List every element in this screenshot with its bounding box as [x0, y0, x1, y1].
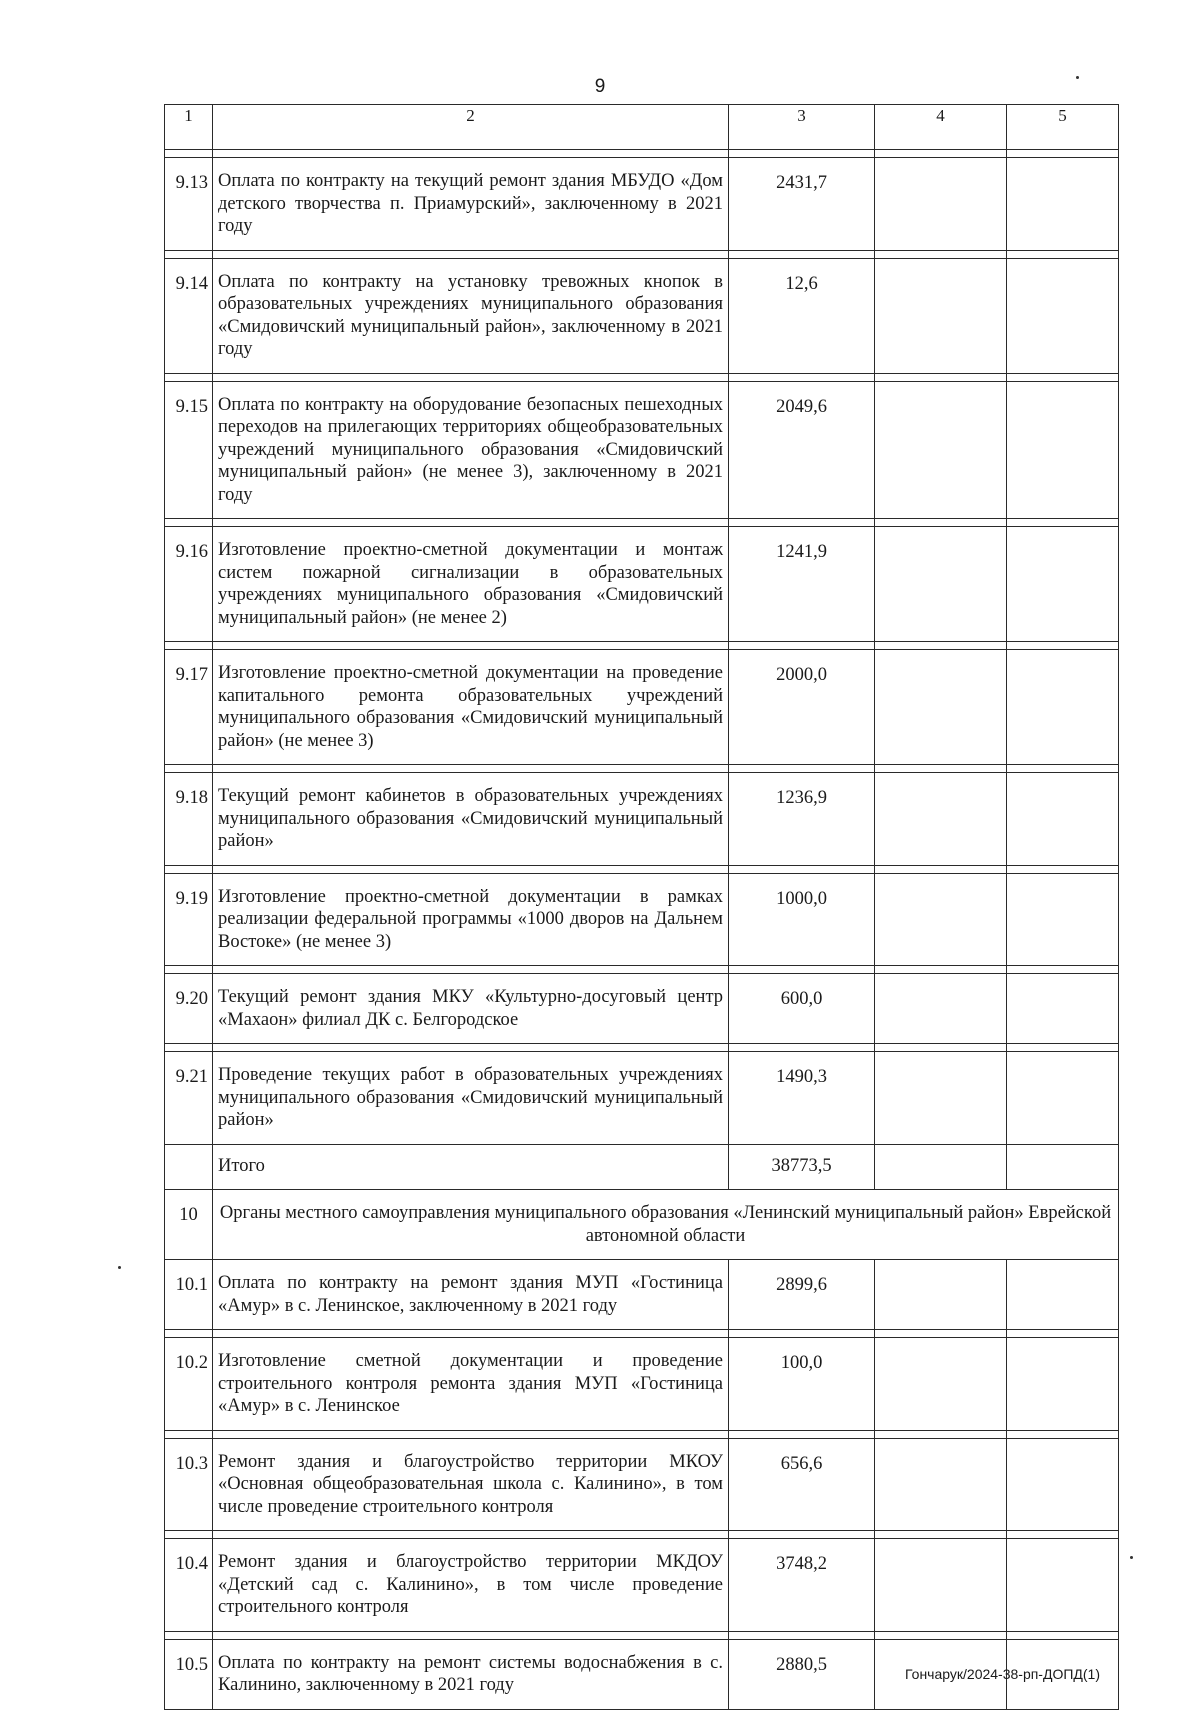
empty-cell — [1007, 1438, 1119, 1531]
column-header: 2 — [213, 105, 729, 150]
empty-cell — [875, 1260, 1007, 1330]
column-header: 4 — [875, 105, 1007, 150]
column-header: 3 — [729, 105, 875, 150]
row-description: Изготовление проектно-сметной документации на проведение капитального ремонта образовательных учреждений муниципального образования «Смидовичский муниципальный район» (не менее 3) — [213, 650, 729, 765]
row-number: 9.21 — [165, 1052, 213, 1145]
row-spacer — [165, 1044, 1119, 1052]
total-amount: 38773,5 — [729, 1144, 875, 1190]
empty-cell — [1007, 527, 1119, 642]
table-row — [165, 773, 1119, 866]
empty-cell — [1007, 873, 1119, 966]
empty-cell — [875, 1338, 1007, 1431]
table-row — [165, 1438, 1119, 1531]
row-description: Изготовление проектно-сметной документации в рамках реализации федеральной программы «1000 дворов на Дальнем Востоке» (не менее 3) — [213, 873, 729, 966]
row-number: 9.15 — [165, 381, 213, 519]
table-row — [165, 1260, 1119, 1330]
empty-cell — [1007, 1052, 1119, 1145]
empty-cell — [1007, 381, 1119, 519]
empty-cell — [875, 158, 1007, 251]
row-spacer — [165, 373, 1119, 381]
empty-cell — [875, 650, 1007, 765]
row-amount: 3748,2 — [729, 1539, 875, 1632]
empty-cell — [875, 1052, 1007, 1145]
row-number: 10.2 — [165, 1338, 213, 1431]
row-amount: 12,6 — [729, 258, 875, 373]
row-amount: 2000,0 — [729, 650, 875, 765]
empty-cell — [1007, 974, 1119, 1044]
row-amount: 1241,9 — [729, 527, 875, 642]
row-number: 10.5 — [165, 1639, 213, 1709]
empty-cell — [1007, 1338, 1119, 1431]
row-amount: 656,6 — [729, 1438, 875, 1531]
row-number: 10.3 — [165, 1438, 213, 1531]
page-number: 9 — [594, 76, 606, 97]
empty-cell — [1007, 650, 1119, 765]
total-row — [165, 1144, 1119, 1190]
section-number: 10 — [165, 1190, 213, 1260]
document-code: Гончарук/2024-38-рп-ДОПД(1) — [905, 1666, 1100, 1682]
column-header: 5 — [1007, 105, 1119, 150]
row-description: Оплата по контракту на установку тревожных кнопок в образовательных учреждениях муниципального образования «Смидовичский муниципальный район», заключенному в 2021 году — [213, 258, 729, 373]
row-description: Оплата по контракту на ремонт здания МУП «Гостиница «Амур» в с. Ленинское, заключенному в 2021 году — [213, 1260, 729, 1330]
table-row — [165, 873, 1119, 966]
empty-cell — [1007, 258, 1119, 373]
row-description: Оплата по контракту на текущий ремонт здания МБУДО «Дом детского творчества п. Приамурский», заключенному в 2021 году — [213, 158, 729, 251]
table-row — [165, 381, 1119, 519]
budget-table — [164, 104, 1119, 1710]
row-description: Текущий ремонт кабинетов в образовательных учреждениях муниципального образования «Смидовичский муниципальный район» — [213, 773, 729, 866]
empty-cell — [1007, 158, 1119, 251]
scan-speck — [1130, 1556, 1133, 1559]
row-amount: 2880,5 — [729, 1639, 875, 1709]
row-amount: 1000,0 — [729, 873, 875, 966]
row-description: Изготовление сметной документации и проведение строительного контроля ремонта здания МУП «Гостиница «Амур» в с. Ленинское — [213, 1338, 729, 1431]
row-spacer — [165, 250, 1119, 258]
row-spacer — [165, 642, 1119, 650]
table-row — [165, 258, 1119, 373]
table-row — [165, 1539, 1119, 1632]
header-spacer — [165, 150, 1119, 158]
row-amount: 1490,3 — [729, 1052, 875, 1145]
row-description: Проведение текущих работ в образовательных учреждениях муниципального образования «Смидовичский муниципальный район» — [213, 1052, 729, 1145]
empty-cell — [1007, 1144, 1119, 1190]
empty-cell — [875, 527, 1007, 642]
table-row — [165, 527, 1119, 642]
empty-cell — [875, 381, 1007, 519]
empty-cell — [875, 1438, 1007, 1531]
table-row — [165, 974, 1119, 1044]
empty-cell — [875, 974, 1007, 1044]
empty-cell — [875, 773, 1007, 866]
section-row — [165, 1190, 1119, 1260]
row-description: Оплата по контракту на оборудование безопасных пешеходных переходов на прилегающих территориях общеобразовательных учреждений муниципального образования «Смидовичский муниципальный район» (не менее 3), заключенному в 2021 году — [213, 381, 729, 519]
scan-speck — [1076, 76, 1079, 79]
table-row — [165, 650, 1119, 765]
row-number: 9.19 — [165, 873, 213, 966]
row-amount: 1236,9 — [729, 773, 875, 866]
empty-cell — [165, 1144, 213, 1190]
row-number: 9.20 — [165, 974, 213, 1044]
table-header-row — [165, 105, 1119, 150]
row-description: Ремонт здания и благоустройство территории МКДОУ «Детский сад с. Калинино», в том числе проведение строительного контроля — [213, 1539, 729, 1632]
row-description: Изготовление проектно-сметной документации и монтаж систем пожарной сигнализации в образовательных учреждениях муниципального образования «Смидовичский муниципальный район» (не менее 2) — [213, 527, 729, 642]
row-spacer — [165, 865, 1119, 873]
row-spacer — [165, 966, 1119, 974]
row-spacer — [165, 1531, 1119, 1539]
row-spacer — [165, 1631, 1119, 1639]
section-title: Органы местного самоуправления муниципального образования «Ленинский муниципальный район» Еврейской автономной области — [213, 1190, 1119, 1260]
row-amount: 100,0 — [729, 1338, 875, 1431]
row-number: 9.13 — [165, 158, 213, 251]
row-number: 10.4 — [165, 1539, 213, 1632]
row-description: Ремонт здания и благоустройство территории МКОУ «Основная общеобразовательная школа с. Калинино», в том числе проведение строительного контроля — [213, 1438, 729, 1531]
row-amount: 600,0 — [729, 974, 875, 1044]
row-number: 9.16 — [165, 527, 213, 642]
row-number: 9.17 — [165, 650, 213, 765]
empty-cell — [1007, 1260, 1119, 1330]
row-description: Текущий ремонт здания МКУ «Культурно-досуговый центр «Махаон» филиал ДК с. Белгородское — [213, 974, 729, 1044]
empty-cell — [1007, 1539, 1119, 1632]
row-spacer — [165, 1330, 1119, 1338]
table-row — [165, 1052, 1119, 1145]
row-amount: 2049,6 — [729, 381, 875, 519]
empty-cell — [875, 1144, 1007, 1190]
row-number: 9.14 — [165, 258, 213, 373]
row-number: 9.18 — [165, 773, 213, 866]
table-row — [165, 158, 1119, 251]
row-amount: 2431,7 — [729, 158, 875, 251]
empty-cell — [1007, 773, 1119, 866]
empty-cell — [875, 873, 1007, 966]
total-label: Итого — [213, 1144, 729, 1190]
row-spacer — [165, 1430, 1119, 1438]
row-number: 10.1 — [165, 1260, 213, 1330]
empty-cell — [875, 1539, 1007, 1632]
row-spacer — [165, 765, 1119, 773]
row-description: Оплата по контракту на ремонт системы водоснабжения в с. Калинино, заключенному в 2021 году — [213, 1639, 729, 1709]
row-amount: 2899,6 — [729, 1260, 875, 1330]
row-spacer — [165, 519, 1119, 527]
scan-speck — [118, 1266, 121, 1269]
table-row — [165, 1338, 1119, 1431]
column-header: 1 — [165, 105, 213, 150]
empty-cell — [875, 258, 1007, 373]
